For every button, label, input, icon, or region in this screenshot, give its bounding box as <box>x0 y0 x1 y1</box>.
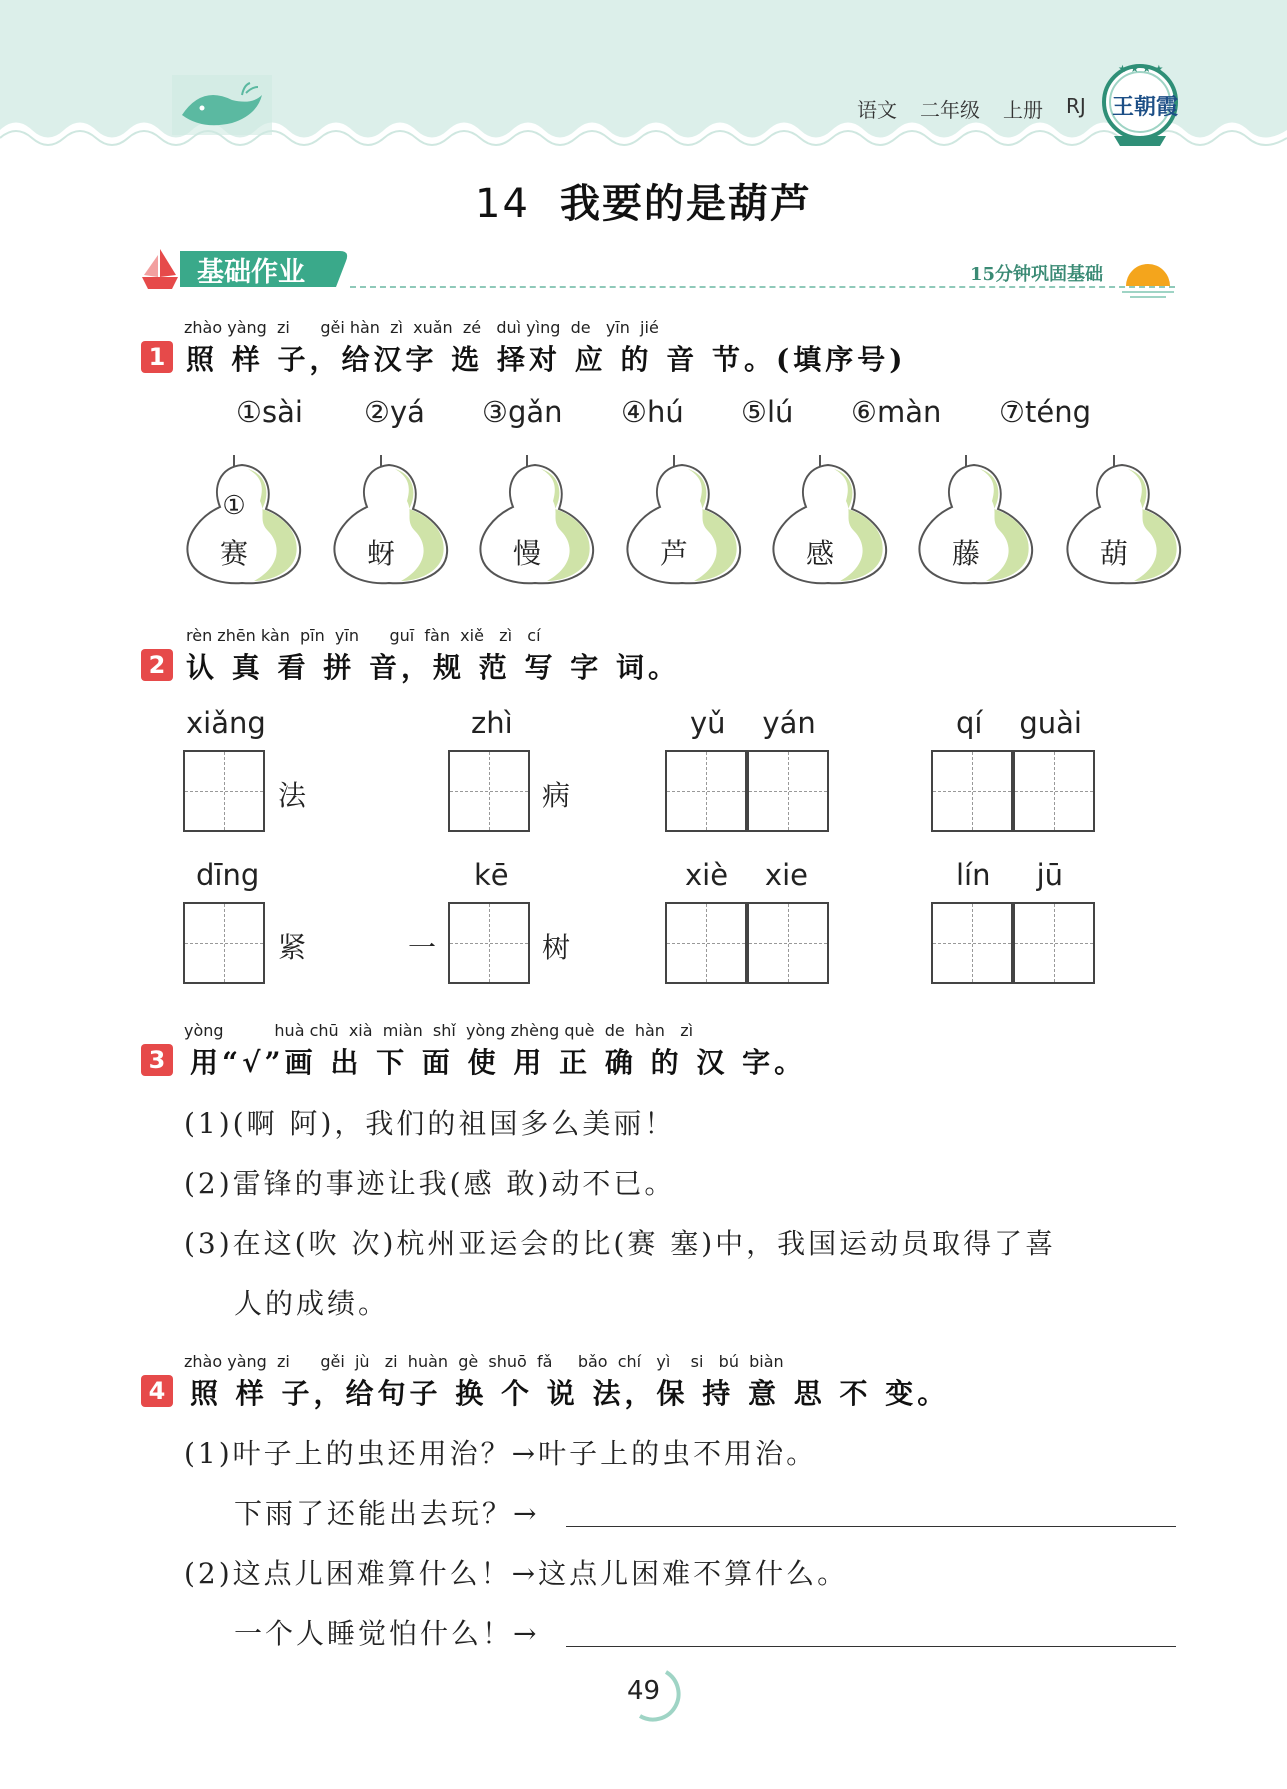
q2-pinyin-7: xiè xie <box>685 858 808 892</box>
syllable-5: ⑤lú <box>741 395 794 429</box>
q2-word-char-5: 紧 <box>278 931 307 964</box>
writing-box[interactable] <box>665 902 747 984</box>
writing-box[interactable] <box>448 902 530 984</box>
gourd-character: 葫 <box>1099 537 1128 570</box>
q3-instruction: 用“√”画 出 下 面 使 用 正 确 的 汉 字。 <box>190 1046 807 1079</box>
svg-text:★ ★ ★ ★: ★ ★ ★ ★ <box>1118 64 1164 75</box>
lesson-title: 我要的是葫芦 <box>559 181 812 227</box>
syllable-6: ⑥màn <box>851 395 942 429</box>
q2-pinyin-2: zhì <box>471 706 513 740</box>
q2-pinyin-6: kē <box>474 858 509 892</box>
q2-pinyin-1: xiǎng <box>186 706 266 740</box>
writing-box[interactable] <box>183 750 265 832</box>
section-note: 15分钟巩固基础 <box>970 264 1104 285</box>
gourd-card <box>475 455 595 585</box>
page-title <box>0 172 1287 229</box>
answer-line-1[interactable] <box>566 1526 1176 1527</box>
q2-number: 2 <box>141 649 173 681</box>
syllable-3: ③gǎn <box>482 395 563 429</box>
writing-box[interactable] <box>1013 902 1095 984</box>
q2-pinyin-4: qí guài <box>956 706 1082 740</box>
gourd-character: 芦 <box>659 537 688 570</box>
q3-item-3: (3)在这(吹 次)杭州亚运会的比(赛 塞)中，我国运动员取得了喜 <box>184 1227 1057 1260</box>
syllable-4: ④hú <box>621 395 684 429</box>
answer-line-2[interactable] <box>566 1646 1176 1647</box>
gourd-character: 慢 <box>512 537 541 570</box>
writing-box[interactable] <box>183 902 265 984</box>
writing-box[interactable] <box>1013 750 1095 832</box>
edition-label: RJ <box>1066 94 1086 118</box>
subject-label: 语文 <box>857 98 897 122</box>
gourd-character: 赛 <box>219 537 248 570</box>
whale-icon <box>172 75 272 135</box>
q2-pinyin-5: dīng <box>196 858 260 892</box>
gourd-card <box>914 455 1034 585</box>
gourd-card <box>768 455 888 585</box>
q3-item-3-cont: 人的成绩。 <box>234 1287 390 1320</box>
section-title: 基础作业 <box>197 257 305 288</box>
syllable-1: ①sài <box>236 395 303 429</box>
q2-word-prefix-6: 一 <box>408 931 437 964</box>
q3-item-1: (1)(啊 阿)，我们的祖国多么美丽！ <box>184 1107 676 1140</box>
syllable-2: ②yá <box>364 395 425 429</box>
q1-instruction: 照 样 子，给汉字 选 择对 应 的 音 节。(填序号) <box>186 343 907 376</box>
section-divider <box>350 286 1175 288</box>
gourd-card <box>182 455 302 585</box>
writing-box[interactable] <box>747 902 829 984</box>
writing-box[interactable] <box>931 902 1013 984</box>
gourd-character: 藤 <box>951 537 980 570</box>
q4-instruction: 照 样 子，给句子 换 个 说 法，保 持 意 思 不 变。 <box>190 1377 950 1410</box>
q2-instruction: 认 真 看 拼 音，规 范 写 字 词。 <box>186 651 680 684</box>
q2-pinyin: rèn zhēn kàn pīn yīn guī fàn xiě zì cí <box>186 626 541 645</box>
sunrise-icon <box>1118 252 1178 302</box>
gourd-character: 蚜 <box>366 537 395 570</box>
q4-prompt-1: 下雨了还能出去玩？→ <box>234 1497 540 1530</box>
gourd-character: 感 <box>805 537 834 570</box>
q4-pinyin: zhào yàng zi gěi jù zi huàn gè shuō fǎ bǎo chí yì si bú biàn <box>184 1352 784 1371</box>
q2-word-char-2: 病 <box>542 779 571 812</box>
q4-example-2: (2)这点儿困难算什么！→这点儿困难不算什么。 <box>184 1557 849 1590</box>
grade-label: 二年级 <box>920 98 980 122</box>
q1-number: 1 <box>141 341 173 373</box>
q1-pinyin: zhào yàng zi gěi hàn zì xuǎn zé duì yìng de yīn jié <box>184 318 659 337</box>
syllable-7: ⑦téng <box>999 395 1091 429</box>
lesson-number: 14 <box>475 181 530 227</box>
q3-item-2: (2)雷锋的事迹让我(感 敢)动不已。 <box>184 1167 676 1200</box>
q3-pinyin: yòng huà chū xià miàn shǐ yòng zhèng què de hàn zì <box>184 1021 694 1040</box>
writing-box[interactable] <box>747 750 829 832</box>
writing-box[interactable] <box>931 750 1013 832</box>
q2-word-char-6: 树 <box>542 931 571 964</box>
q4-number: 4 <box>141 1375 173 1407</box>
gourd-card <box>1062 455 1182 585</box>
q3-number: 3 <box>141 1044 173 1076</box>
page-number: 49 <box>626 1676 661 1706</box>
q2-pinyin-3: yǔ yán <box>690 706 816 740</box>
gourd-answer[interactable]: ① <box>222 491 246 521</box>
gourd-card <box>622 455 742 585</box>
q2-pinyin-8: lín jū <box>956 858 1064 892</box>
q2-word-char-1: 法 <box>278 779 307 812</box>
writing-box[interactable] <box>665 750 747 832</box>
gourd-card <box>329 455 449 585</box>
writing-box[interactable] <box>448 750 530 832</box>
q4-prompt-2: 一个人睡觉怕什么！→ <box>234 1617 540 1650</box>
volume-label: 上册 <box>1003 98 1043 122</box>
q4-example-1: (1)叶子上的虫还用治？→叶子上的虫不用治。 <box>184 1437 818 1470</box>
brand-logo-text: 王朝霞 <box>1112 94 1179 120</box>
